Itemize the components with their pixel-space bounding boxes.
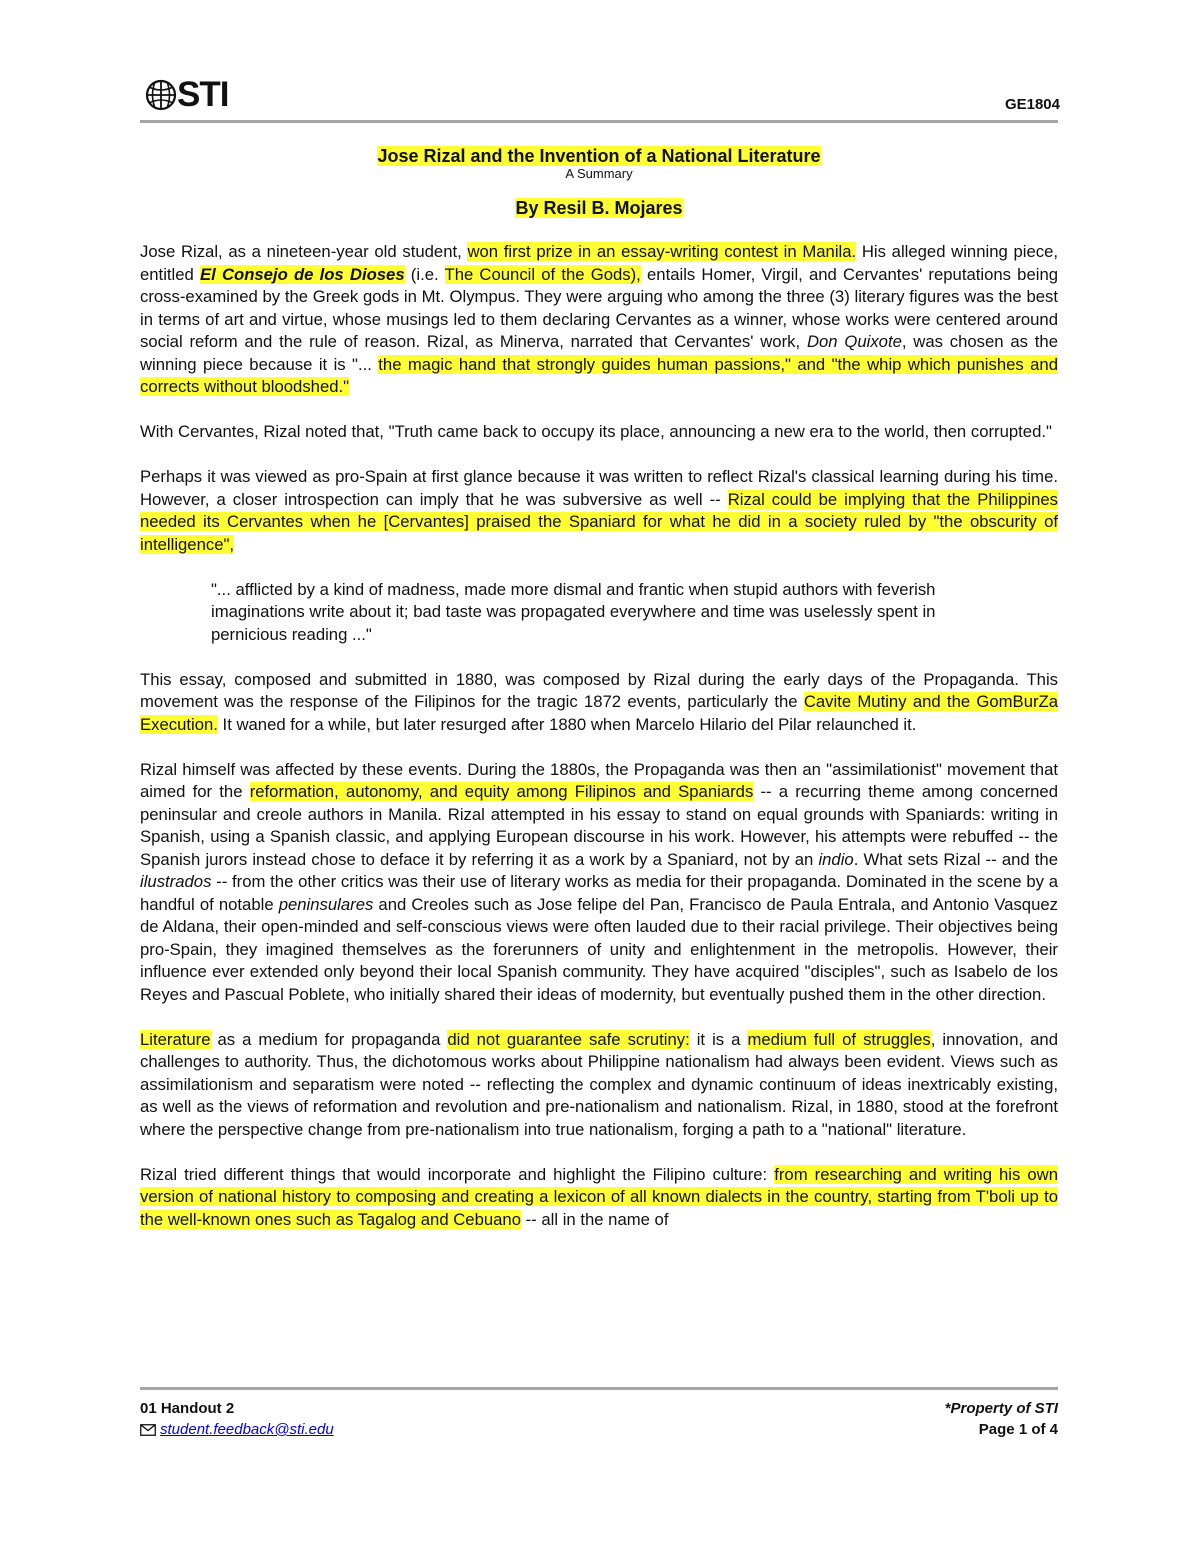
footer-divider (140, 1387, 1058, 1390)
text-run: Rizal tried different things that would incorporate and highlight the Filipino culture: (140, 1164, 775, 1184)
feedback-email-row (140, 1419, 334, 1440)
text-run: , innovation, and challenges to authority. Thus, the dichotomous works about Philippine nationalism had always been evident. Views such as assimilationism and separatism were noted -- reflecting the complex and dynamic continuum of ideas inextricably existing, as well as the views of reformation and revolution and pre-nationalism and nationalism. Rizal, in 1880, stood at the forefront where the perspective change from pre-nationalism into true nationalism, forging a path to a "national" literature. (140, 1029, 1058, 1139)
course-code: GE1804 (1004, 96, 1060, 113)
document-body (140, 241, 1058, 1254)
document-subtitle: A Summary (565, 166, 633, 181)
text-run: (i.e. (404, 264, 445, 284)
highlighted-text: did not guarantee safe scrutiny: (447, 1029, 690, 1049)
highlighted-text: Literature (140, 1029, 211, 1049)
text-run: It waned for a while, but later resurged after 1880 when Marcelo Hilario del Pilar relaunched it. (217, 714, 917, 734)
logo-text: STI (177, 75, 229, 114)
text-run: Jose Rizal, as a nineteen-year old student, (140, 242, 468, 261)
text-run: and Creoles such as Jose felipe del Pan, Francisco de Paula Entrala, and Antonio Vasquez de Aldana, their open-minded and self-conscious views were often lauded due to their racial privilege. Their objectives being pro-Spain, they imagined themselves as the forerunners of unity and enlightenment in the metropolis. However, their influence ever extended only beyond their local Spanish community. They have acquired "disciples", such as Isabelo de los Reyes and Pascual Poblete, who initially shared their ideas of modernity, but eventually pushed them in the other direction. (140, 894, 1058, 1004)
highlighted-text: Cavite Mutiny and the GomBurZa Execution. (140, 692, 1059, 734)
highlighted-text: Rizal could be implying that the Philippines needed its Cervantes when he [Cervantes] praised the Spaniard for what he did in a society ruled by "the obscurity of intelligence", (140, 489, 1058, 554)
text-run: "... afflicted by a kind of madness, made more dismal and frantic when stupid authors with feverish imaginations write about it; bad taste was propagated everywhere and time was uselessly spent in pernicious reading ..." (211, 579, 936, 644)
text-run: Rizal himself was affected by these events. During the 1880s, the Propaganda was then an "assimilationist" movement that aimed for the (140, 759, 1058, 801)
text-run: entails Homer, Virgil, and Cervantes' reputations being cross-examined by the Greek gods in Mt. Olympus. They were arguing who among the three (3) literary figures was the best in terms of art and virtue, whose musings led to them declaring Cervantes as a winner, whose works were centered around social reform and the rule of reason. Rizal, as Minerva, narrated that Cervantes' work, (140, 264, 1059, 351)
italic-text: ilustrados (140, 872, 212, 891)
text-run: His alleged winning piece, entitled (140, 242, 1058, 284)
highlighted-text: the magic hand that strongly guides human passions," and "the whip which punishes and corrects without bloodshed." (140, 354, 1058, 396)
text-run: This essay, composed and submitted in 1880, was composed by Rizal during the early days of the Propaganda. This movement was the response of the Filipinos for the tragic 1872 events, particularly the (140, 669, 1058, 711)
paragraph (140, 1029, 1058, 1142)
page-number: Page 1 of 4 (978, 1421, 1058, 1438)
text-run: With Cervantes, Rizal noted that, "Truth came back to occupy its place, announcing a new era to the world, then corrupted." (140, 422, 1052, 441)
text-run: Perhaps it was viewed as pro-Spain at first glance because it was written to reflect Rizal's classical learning during his time. However, a closer introspection can imply that he was subversive as well -- (140, 467, 1058, 509)
handout-label: 01 Handout 2 (140, 1400, 235, 1417)
italic-text: peninsulares (278, 894, 374, 914)
highlighted-text: reformation, autonomy, and equity among Filipinos and Spaniards (249, 782, 754, 801)
text-run: as a medium for propaganda (210, 1029, 448, 1049)
sti-logo (143, 72, 243, 118)
paragraph (140, 241, 1058, 399)
footer-left (140, 1398, 334, 1440)
text-run: , was chosen as the winning piece because it is "... (140, 332, 1058, 374)
property-label: *Property of STI (944, 1400, 1058, 1417)
highlighted-text: The Council of the Gods), (444, 264, 641, 284)
paragraph (140, 759, 1058, 1007)
paragraph (140, 421, 1058, 444)
footer-right (945, 1398, 1058, 1440)
globe-icon (143, 77, 179, 113)
text-run: it is a (689, 1029, 748, 1049)
paragraph (140, 669, 1058, 737)
highlighted-text: from researching and writing his own version of national history to composing and creating a lexicon of all known dialects in the country, starting from T'boli up to the well-known ones such as Tagalog and Cebuano (140, 1164, 1058, 1229)
block-quote (211, 579, 998, 647)
title-highlight: Jose Rizal and the Invention of a National Literature (377, 146, 821, 166)
byline (140, 198, 1058, 219)
byline-highlight: By Resil B. Mojares (515, 198, 683, 218)
text-run: -- all in the name of (520, 1209, 669, 1229)
highlighted-text: El Consejo de los Dioses (200, 264, 405, 284)
header-divider (140, 120, 1058, 123)
envelope-icon (140, 1424, 156, 1436)
italic-text: Don Quixote (806, 332, 902, 351)
feedback-email-link[interactable]: student.feedback@sti.edu (160, 1421, 334, 1438)
text-run: -- from the other critics was their use of literary works as media for their propaganda. Dominated in the scene by a handful of notable (140, 872, 1058, 914)
document-title (140, 146, 1058, 167)
italic-text: indio (818, 849, 854, 869)
paragraph (140, 1164, 1058, 1232)
highlighted-text: won first prize in an essay-writing contest in Manila. (467, 242, 857, 261)
highlighted-text: medium full of struggles (747, 1029, 931, 1049)
paragraph (140, 466, 1058, 556)
text-run: -- a recurring theme among concerned peninsular and creole authors in Manila. Rizal attempted in his essay to stand on equal grounds with Spaniards: writing in Spanish, using a Spanish classic, and applying European discourse in his work. However, his attempts were rebuffed -- the Spanish jurors instead chose to deface it by referring it as a work by a Spaniard, not by an (140, 782, 1058, 869)
text-run: . What sets Rizal -- and the (853, 849, 1058, 869)
